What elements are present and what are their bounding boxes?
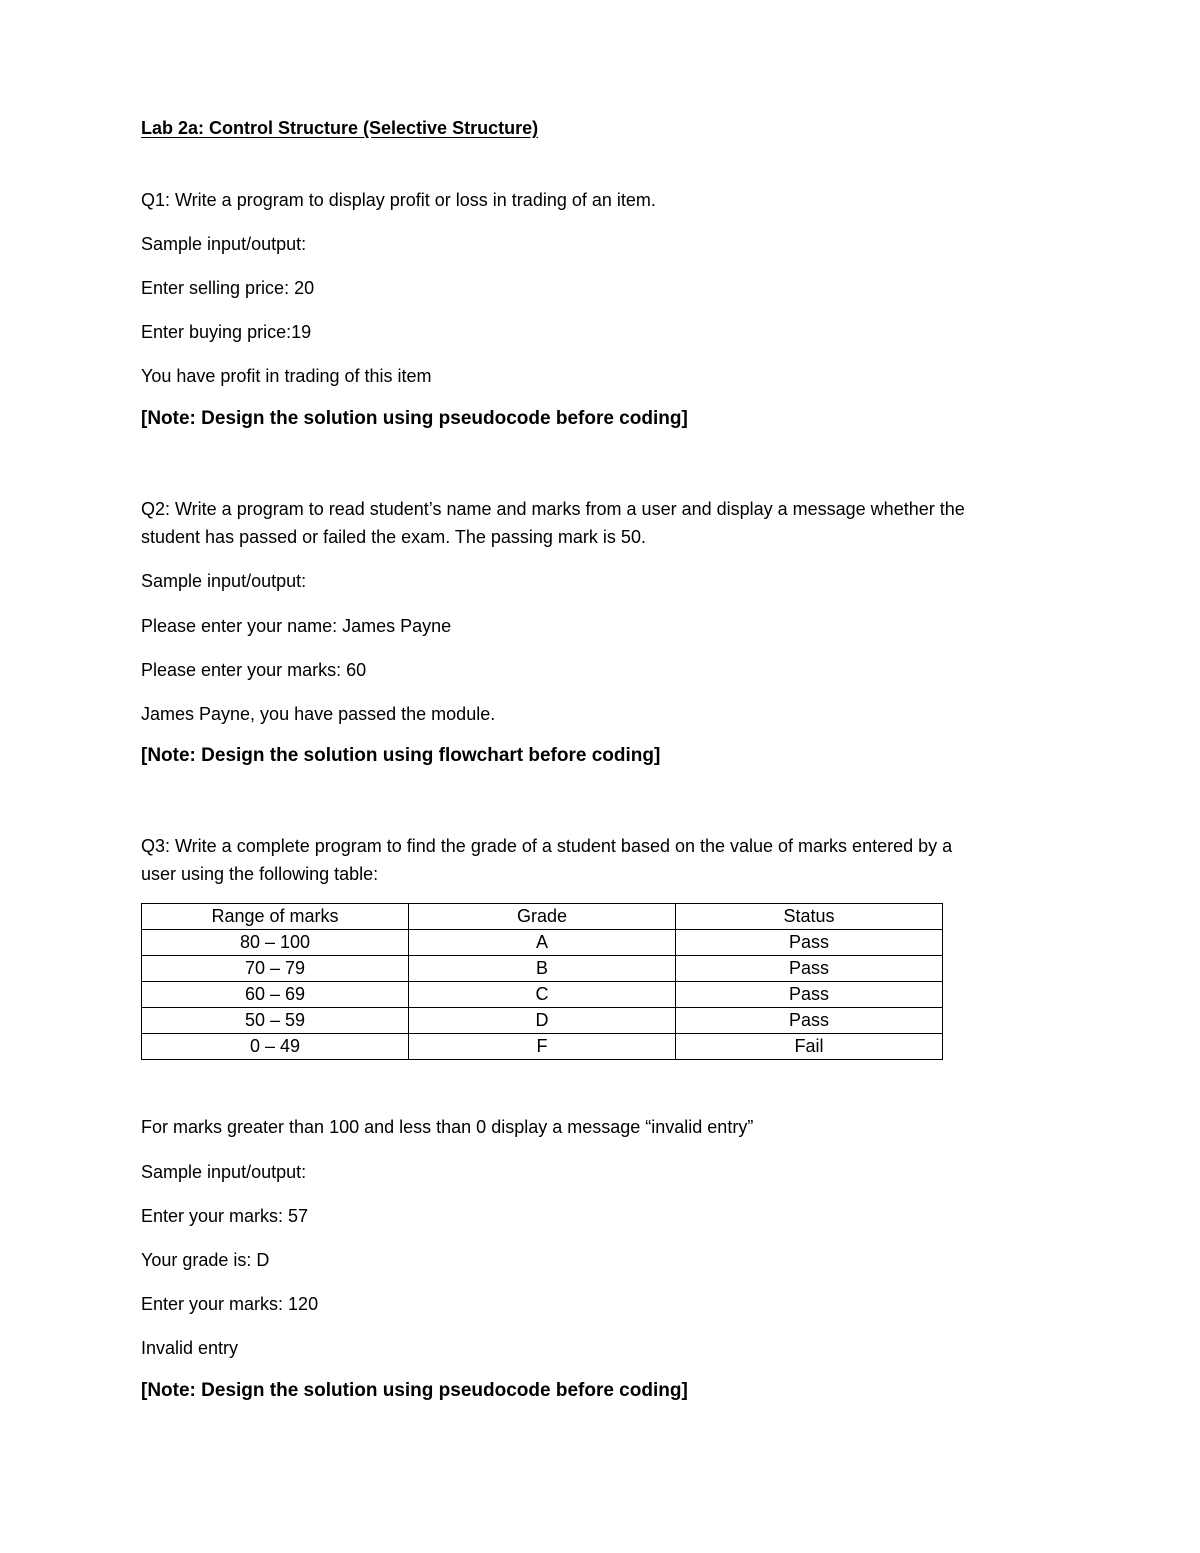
q1-sample-line: Enter selling price: 20 (141, 278, 315, 298)
grade-table (141, 903, 943, 1060)
range-cell: 50 – 59 (142, 1008, 409, 1034)
table-row (142, 982, 943, 1008)
q3-question-line-2: user using the following table: (141, 864, 379, 884)
q3-sample-line: Enter your marks: 57 (141, 1206, 309, 1226)
grade-cell: F (409, 1034, 676, 1060)
table-header-cell: Range of marks (142, 904, 409, 930)
table-row (142, 930, 943, 956)
q3-sample-line: Your grade is: D (141, 1250, 270, 1270)
table-row (142, 1008, 943, 1034)
status-cell: Pass (676, 982, 943, 1008)
lab-title: Lab 2a: Control Structure (Selective Structure) (141, 118, 539, 138)
table-header-row (142, 904, 943, 930)
q3-note: [Note: Design the solution using pseudocode before coding] (141, 1380, 688, 1401)
q3-sample-label: Sample input/output: (141, 1162, 307, 1182)
q1-question: Q1: Write a program to display profit or loss in trading of an item. (141, 190, 656, 210)
grade-cell: A (409, 930, 676, 956)
grade-cell: D (409, 1008, 676, 1034)
q2-sample-label: Sample input/output: (141, 571, 307, 591)
q1-note: [Note: Design the solution using pseudocode before coding] (141, 408, 688, 429)
q2-question-line-1: Q2: Write a program to read student’s name and marks from a user and display a message whether the (141, 499, 965, 519)
range-cell: 60 – 69 (142, 982, 409, 1008)
q3-sample-line: Enter your marks: 120 (141, 1294, 319, 1314)
q2-sample-line: James Payne, you have passed the module. (141, 704, 496, 724)
status-cell: Pass (676, 930, 943, 956)
q1-sample-line: Enter buying price:19 (141, 322, 312, 342)
table-row (142, 956, 943, 982)
table-header-cell: Grade (409, 904, 676, 930)
q3-question-line-1: Q3: Write a complete program to find the grade of a student based on the value of marks entered by a (141, 836, 953, 856)
q2-question-line-2: student has passed or failed the exam. The passing mark is 50. (141, 527, 646, 547)
table-header-cell: Status (676, 904, 943, 930)
status-cell: Pass (676, 956, 943, 982)
grade-cell: C (409, 982, 676, 1008)
grade-cell: B (409, 956, 676, 982)
q1-sample-line: You have profit in trading of this item (141, 366, 432, 386)
q3-invalid-text: For marks greater than 100 and less than 0 display a message “invalid entry” (141, 1117, 754, 1137)
q1-sample-label: Sample input/output: (141, 234, 307, 254)
status-cell: Fail (676, 1034, 943, 1060)
q2-sample-line: Please enter your name: James Payne (141, 616, 452, 636)
table-row (142, 1034, 943, 1060)
range-cell: 70 – 79 (142, 956, 409, 982)
range-cell: 0 – 49 (142, 1034, 409, 1060)
q3-sample-line: Invalid entry (141, 1338, 239, 1358)
range-cell: 80 – 100 (142, 930, 409, 956)
q2-sample-line: Please enter your marks: 60 (141, 660, 367, 680)
status-cell: Pass (676, 1008, 943, 1034)
q2-note: [Note: Design the solution using flowchart before coding] (141, 745, 661, 766)
